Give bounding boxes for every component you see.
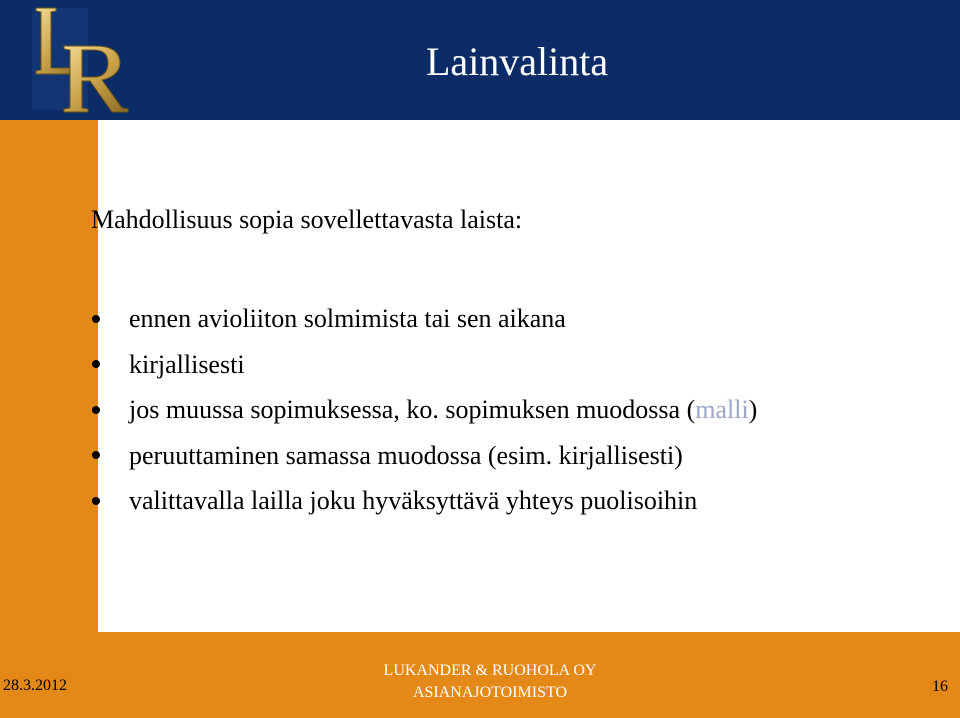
bullet-text: ennen avioliiton solmimista tai sen aikana bbox=[129, 304, 566, 333]
footer-company bbox=[340, 660, 640, 704]
lr-logo bbox=[22, 2, 134, 118]
bullet-text: peruuttaminen samassa muodossa (esim. kirjallisesti) bbox=[129, 440, 683, 470]
company-name: LUKANDER & RUOHOLA OY bbox=[383, 662, 597, 679]
bullet-text: valittavalla lailla joku hyväksyttävä yhteys puolisoihin bbox=[129, 486, 698, 515]
page-number: 16 bbox=[932, 678, 948, 695]
intro-text: Mahdollisuus sopia sovellettavasta laista: bbox=[91, 205, 523, 234]
bullet-text-after: ) bbox=[748, 395, 758, 424]
footer-date: 28.3.2012 bbox=[3, 677, 67, 694]
bullet-text bbox=[129, 387, 757, 433]
bullet-icon bbox=[92, 497, 100, 505]
malli-link[interactable]: malli bbox=[695, 395, 749, 424]
slide-title: Lainvalinta bbox=[426, 39, 609, 84]
slide-header bbox=[0, 0, 960, 120]
bullet-text: kirjallisesti bbox=[129, 349, 245, 379]
bullet-icon bbox=[92, 406, 100, 414]
bullet-text-before: jos muussa sopimuksessa, ko. sopimuksen muodossa ( bbox=[129, 395, 696, 424]
company-type: ASIANAJOTOIMISTO bbox=[412, 684, 568, 701]
left-accent-strip bbox=[0, 120, 98, 632]
bullet-icon bbox=[92, 315, 100, 323]
